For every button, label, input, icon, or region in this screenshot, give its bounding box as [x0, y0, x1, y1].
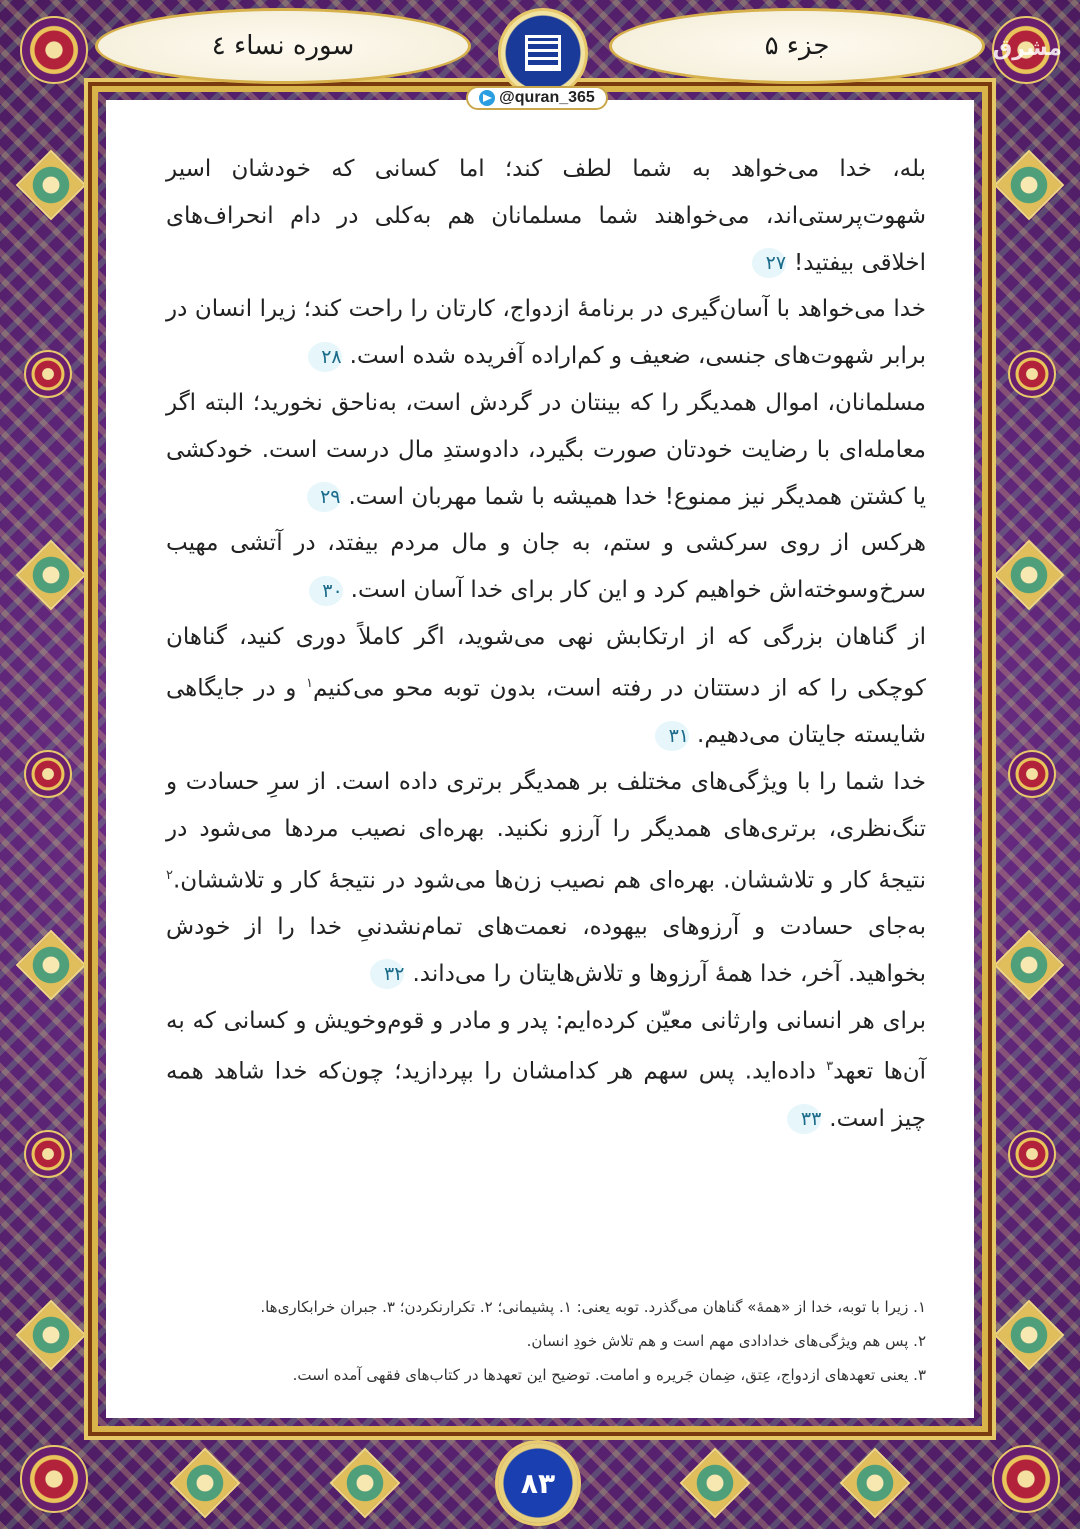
content-panel — [106, 100, 974, 1418]
side-ornament — [1008, 350, 1056, 398]
side-ornament — [1008, 1130, 1056, 1178]
verse-30: هرکس از روی سرکشی و ستم، به جان و مال مردم بیفتد، در آتشی مهیب سرخ‌وسوخته‌اش خواهیم کرد و این کار برای خدا آسان است.۳۰ — [166, 520, 926, 614]
footnote-marker: ۳ — [826, 1059, 834, 1075]
diamond-ornament — [994, 1300, 1065, 1371]
calligraphy-emblem-icon — [498, 8, 588, 98]
corner-ornament-bottom-right — [992, 1445, 1060, 1513]
verse-33: برای هر انسانی وارثانی معیّن کرده‌ایم: پدر و مادر و قوم‌وخویش و کسانی که به آن‌ها تعهد$^۳$ داده‌اید. پس سهم هر کدامشان را بپردازید؛ چون‌که خدا شاهد همه چیز است.۳۳ — [166, 998, 926, 1143]
verse-number-badge: ۲۸ — [308, 342, 342, 372]
verse-block — [166, 146, 926, 1143]
footnote-1: ۱. زیرا با توبه، خدا از «همهٔ» گناهان می‌گذرد. توبه یعنی: ۱. پشیمانی؛ ۲. تکرارنکردن؛ ۳. جبران خرابکاری‌ها. — [260, 1298, 926, 1316]
diamond-ornament — [16, 1300, 87, 1371]
channel-link[interactable] — [466, 86, 608, 110]
diamond-ornament — [16, 540, 87, 611]
verse-number-badge: ۲۷ — [752, 248, 786, 278]
verse-number-badge: ۳۰ — [309, 576, 343, 606]
footnote-marker: ۲ — [166, 867, 173, 883]
verse-number-badge: ۲۹ — [307, 482, 341, 512]
verse-32: خدا شما را با ویژگی‌های مختلف بر همدیگر برتری داده است. از سرِ حسادت و تنگ‌نظری، برتری‌های همدیگر را آرزو نکنید. بهره‌ای نصیب مردها می‌شود در نتیجهٔ کار و تلاششان. بهره‌ای هم نصیب زن‌ها می‌شود در نتیجهٔ کار و تلاششان.$^۲$ به‌جای حسادت و آرزوهای بیهوده، نعمت‌های تمام‌نشدنیِ خدا را از خودش بخواهید. آخر، خدا همهٔ آرزوها و تلاش‌هایتان را می‌داند.۳۲ — [166, 759, 926, 998]
watermark-logo: مشرق — [992, 36, 1062, 61]
diamond-ornament — [994, 930, 1065, 1001]
verse-number-badge: ۳۳ — [787, 1104, 821, 1134]
corner-ornament-top-left — [20, 16, 88, 84]
verse-number-badge: ۳۱ — [655, 721, 689, 751]
diamond-ornament — [330, 1448, 401, 1519]
kufic-square-icon — [525, 35, 561, 71]
corner-ornament-bottom-left — [20, 1445, 88, 1513]
diamond-ornament — [16, 930, 87, 1001]
channel-handle: @quran_365 — [499, 89, 595, 106]
diamond-ornament — [16, 150, 87, 221]
page-number-badge: ۸۳ — [495, 1440, 581, 1526]
verse-27: بله، خدا می‌خواهد به شما لطف کند؛ اما کسانی که خودشان اسیر شهوت‌پرستی‌اند، می‌خواهند شما مسلمانان هم به‌کلی در دام انحراف‌های اخلاقی بیفتید!۲۷ — [166, 146, 926, 286]
diamond-ornament — [840, 1448, 911, 1519]
verse-number-badge: ۳۲ — [370, 959, 404, 989]
diamond-ornament — [170, 1448, 241, 1519]
side-ornament — [24, 350, 72, 398]
verse-28: خدا می‌خواهد با آسان‌گیری در برنامهٔ ازدواج، کارتان را راحت کند؛ زیرا انسان در برابر شهوت‌های جنسی، ضعیف و کم‌اراده آفریده شده است.۲۸ — [166, 286, 926, 380]
side-ornament — [24, 750, 72, 798]
side-ornament — [1008, 750, 1056, 798]
footnote-marker: ۱ — [306, 675, 313, 691]
verse-31: از گناهان بزرگی که از ارتکابش نهی می‌شوید، اگر کاملاً دوری کنید، گناهان کوچکی را که از دستتان در رفته است، بدون توبه محو می‌کنیم$^۱$ و در جایگاهی شایسته جایتان می‌دهیم.۳۱ — [166, 614, 926, 759]
telegram-icon — [479, 90, 495, 106]
surah-label: سوره نساء ٤ — [95, 8, 471, 84]
diamond-ornament — [680, 1448, 751, 1519]
side-ornament — [24, 1130, 72, 1178]
footnotes — [166, 1290, 926, 1392]
footnote-3: ۳. یعنی تعهدهای ازدواج، عِتق، ضِمان جَریره و امامت. توضیح این تعهدها در کتاب‌های فقهی آمده است. — [292, 1366, 926, 1384]
diamond-ornament — [994, 540, 1065, 611]
footnote-2: ۲. پس هم ویژگی‌های خدادادی مهم است و هم تلاش خودِ انسان. — [526, 1332, 926, 1350]
verse-29: مسلمانان، اموال همدیگر را که بینتان در گردش است، به‌ناحق نخورید؛ البته اگر معامله‌ای با رضایت خودتان صورت بگیرد، دادوستدِ مال درست است. خودکشی یا کشتن همدیگر نیز ممنوع! خدا همیشه با شما مهربان است.۲۹ — [166, 380, 926, 520]
juz-label: جزء ۵ — [609, 8, 985, 84]
diamond-ornament — [994, 150, 1065, 221]
